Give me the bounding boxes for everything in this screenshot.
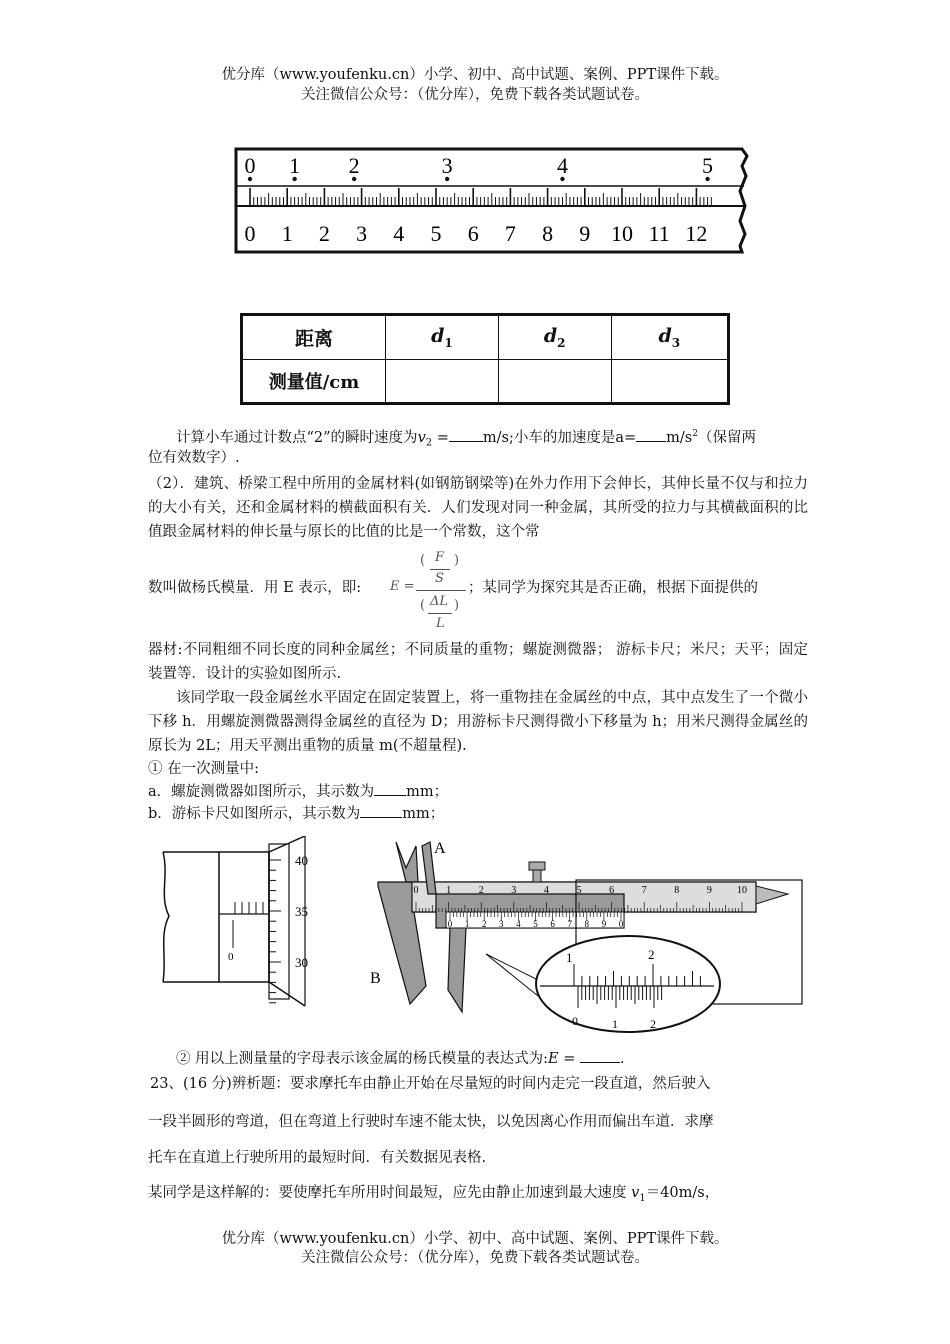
q2-sub2: ② 用以上测量量的字母表示该金属的杨氏模量的表达式为:E = . bbox=[176, 1048, 625, 1069]
ruler-count-dots bbox=[248, 177, 710, 181]
ruler-count-labels bbox=[245, 153, 714, 178]
ruler-cm-label: 9 bbox=[579, 221, 591, 246]
q2-sub-b: b．游标卡尺如图所示，其示数为 mm； bbox=[148, 803, 444, 824]
table-header-row bbox=[242, 315, 729, 360]
q2-sub-a: a．螺旋测微器如图所示，其示数为 mm； bbox=[148, 781, 448, 802]
caliper-main-scale-label: 0 bbox=[413, 885, 419, 896]
ruler-cm-label: 2 bbox=[318, 221, 330, 246]
caliper-depth-rod bbox=[756, 886, 788, 904]
zoom-main-label-2: 2 bbox=[648, 947, 655, 962]
zoom-vernier-label-1: 1 bbox=[612, 1017, 618, 1031]
ruler-cm-label: 6 bbox=[467, 221, 479, 246]
ruler-cm-labels bbox=[245, 221, 708, 246]
thimble-label-40: 40 bbox=[295, 853, 308, 868]
vernier-caliper-figure bbox=[366, 836, 806, 1036]
caliper-vernier-scale-label: 0 bbox=[447, 919, 453, 929]
zoom-vernier-label-0: 0 bbox=[572, 1014, 578, 1028]
ruler-cm-label: 0 bbox=[244, 221, 256, 246]
table-cell-d3[interactable] bbox=[611, 360, 728, 404]
caliper-main-scale-label: 8 bbox=[674, 885, 680, 896]
velocity-blank[interactable] bbox=[449, 427, 483, 442]
young-modulus-expression-blank[interactable] bbox=[580, 1048, 620, 1063]
thimble-label-30: 30 bbox=[295, 955, 308, 970]
table-cell-d2[interactable] bbox=[498, 360, 611, 404]
caliper-vernier-scale-label: 2 bbox=[481, 919, 487, 929]
q2-materials: 器材:不同粗细不同长度的同种金属丝；不同质量的重物；螺旋测微器； 游标卡尺；米尺；天平；固定装置等．设计的实验如图所示. bbox=[148, 642, 808, 682]
ruler-count-label: 4 bbox=[556, 153, 568, 178]
caliper-main-scale-label: 3 bbox=[511, 885, 517, 896]
micrometer-figure bbox=[155, 836, 325, 1012]
q23-line-3: 托车在直道上行驶所用的最短时间．有关数据见表格. bbox=[148, 1150, 487, 1166]
ruler-count-label: 0 bbox=[244, 153, 256, 178]
caliper-vernier-scale-label: 4 bbox=[516, 919, 521, 929]
micrometer-zero-label: 0 bbox=[228, 951, 234, 963]
caliper-vernier-scale-label: 6 bbox=[550, 919, 555, 929]
caliper-vernier-scale-label: 3 bbox=[499, 919, 504, 929]
caliper-vernier-scale-label: 7 bbox=[567, 919, 572, 929]
ruler-cm-label: 4 bbox=[393, 221, 405, 246]
caliper-vernier-scale-label: 1 bbox=[464, 919, 470, 929]
caliper-main-scale-label: 2 bbox=[478, 885, 484, 896]
table-header-label: 距离 bbox=[242, 315, 386, 360]
q2-sub1: ① 在一次测量中: bbox=[148, 761, 259, 777]
table-col-d2: $d_2$ bbox=[498, 315, 611, 360]
table-value-row bbox=[242, 360, 729, 404]
zoom-vernier-label-2: 2 bbox=[650, 1017, 656, 1031]
q2-intro: （2）．建筑、桥梁工程中所用的金属材料(如钢筋钢梁等)在外力作用下会伸长，其伸长量不仅与和拉力的大小有关，还和金属材料的横截面积有关．人们发现对同一种金属，其所受的拉力与其横截面积的比值跟金属材料的伸长量与原长的比值的比是一个常数，这个常 bbox=[148, 476, 808, 540]
ruler-count-label: 5 bbox=[702, 153, 714, 178]
thimble-label-35: 35 bbox=[295, 904, 308, 919]
table-col-d1: $d_1$ bbox=[386, 315, 499, 360]
q23-line-4: 某同学是这样解的：要使摩托车所用时间最短，应先由静止加速到最大速度 $v_1=40m/s$， bbox=[148, 1185, 720, 1204]
ruler-cm-label: 7 bbox=[504, 221, 516, 246]
table-row-label: 测量值/cm bbox=[242, 360, 386, 404]
q23-line-1: 23、(16 分)辨析题：要求摩托车由静止开始在尽量短的时间内走完一段直道，然后驶入 bbox=[150, 1076, 711, 1092]
caliper-label-a: A bbox=[434, 840, 446, 857]
distance-table bbox=[240, 313, 730, 405]
ruler-count-label: 1 bbox=[289, 153, 301, 178]
ruler-count-label: 3 bbox=[441, 153, 453, 178]
footer-line-1: 优分库（www.youfenku.cn）小学、初中、高中试题、案例、PPT课件下载。 bbox=[221, 1231, 729, 1247]
q2-formula-pre: 数叫做杨氏模量．用 E 表示，即: bbox=[148, 580, 362, 596]
caliper-label-b: B bbox=[370, 970, 381, 987]
caliper-main-scale-label: 6 bbox=[609, 885, 615, 896]
q1-velocity-line: 计算小车通过计数点“2”的瞬时速度为$v_2 = m/s$;小车的加速度是$a= m/s^2$（保留两 bbox=[176, 424, 756, 454]
table-col-d3: $d_3$ bbox=[611, 315, 728, 360]
caliper-main-scale-label: 9 bbox=[706, 885, 712, 896]
header-line-2: 关注微信公众号：（优分库），免费下载各类试题试卷。 bbox=[301, 87, 649, 103]
caliper-main-scale-label: 4 bbox=[543, 885, 549, 896]
ruler-cm-label: 8 bbox=[542, 221, 554, 246]
ruler-cm-label: 10 bbox=[611, 221, 633, 246]
ruler-cm-ticks bbox=[250, 188, 711, 206]
ruler-cm-label: 5 bbox=[430, 221, 442, 246]
q23-line-2: 一段半圆形的弯道，但在弯道上行驶时车速不能太快，以免因离心作用而偏出车道．求摩 bbox=[148, 1114, 714, 1130]
caliper-lock-screw[interactable] bbox=[529, 862, 545, 870]
ruler-count-label: 2 bbox=[348, 153, 360, 178]
q2-formula-post: ；某同学为探究其是否正确，根据下面提供的 bbox=[468, 580, 758, 596]
zoom-main-label-1: 1 bbox=[566, 950, 573, 965]
q2-setup: 该同学取一段金属丝水平固定在固定装置上，将一重物挂在金属丝的中点，其中点发生了一个微小下移 h．用螺旋测微器测得金属丝的直径为 D；用游标卡尺测得微小下移量为 h；用米尺测得金属丝的原长为 2L；用天平测出重物的质量 m(不超量程). bbox=[148, 690, 808, 754]
caliper-main-scale-label: 7 bbox=[641, 885, 647, 896]
micrometer-sleeve bbox=[219, 852, 269, 982]
ruler-cm-label: 12 bbox=[685, 221, 708, 246]
caliper-main-scale-label: 10 bbox=[737, 885, 747, 896]
ruler-cm-label: 3 bbox=[356, 221, 368, 246]
header-line-1: 优分库（www.youfenku.cn）小学、初中、高中试题、案例、PPT课件下载。 bbox=[221, 67, 729, 83]
caliper-vernier-scale-label: 5 bbox=[533, 919, 538, 929]
footer-line-2: 关注微信公众号：（优分库），免费下载各类试题试卷。 bbox=[301, 1250, 649, 1266]
ruler-cm-label: 1 bbox=[281, 221, 293, 246]
caliper-vernier-scale-label: 0 bbox=[618, 919, 624, 929]
young-modulus-formula: E = ( F S ) ( ΔL L ) bbox=[388, 550, 468, 636]
ruler-cm-label: 11 bbox=[648, 221, 670, 246]
ruler-figure bbox=[232, 146, 752, 258]
caliper-vernier-scale-label: 8 bbox=[584, 919, 590, 929]
caliper-main-scale-label: 1 bbox=[446, 885, 452, 896]
micrometer-reading-blank[interactable] bbox=[374, 781, 406, 796]
caliper-vernier-scale-label: 9 bbox=[601, 919, 607, 929]
table-cell-d1[interactable] bbox=[386, 360, 499, 404]
acceleration-blank[interactable] bbox=[636, 427, 666, 442]
caliper-upper-jaw-fixed bbox=[396, 842, 418, 882]
q1-line-2: 位有效数字）. bbox=[148, 450, 240, 466]
caliper-reading-blank[interactable] bbox=[360, 803, 402, 818]
micrometer-frame-break bbox=[163, 852, 169, 982]
caliper-main-scale-label: 5 bbox=[576, 885, 582, 896]
